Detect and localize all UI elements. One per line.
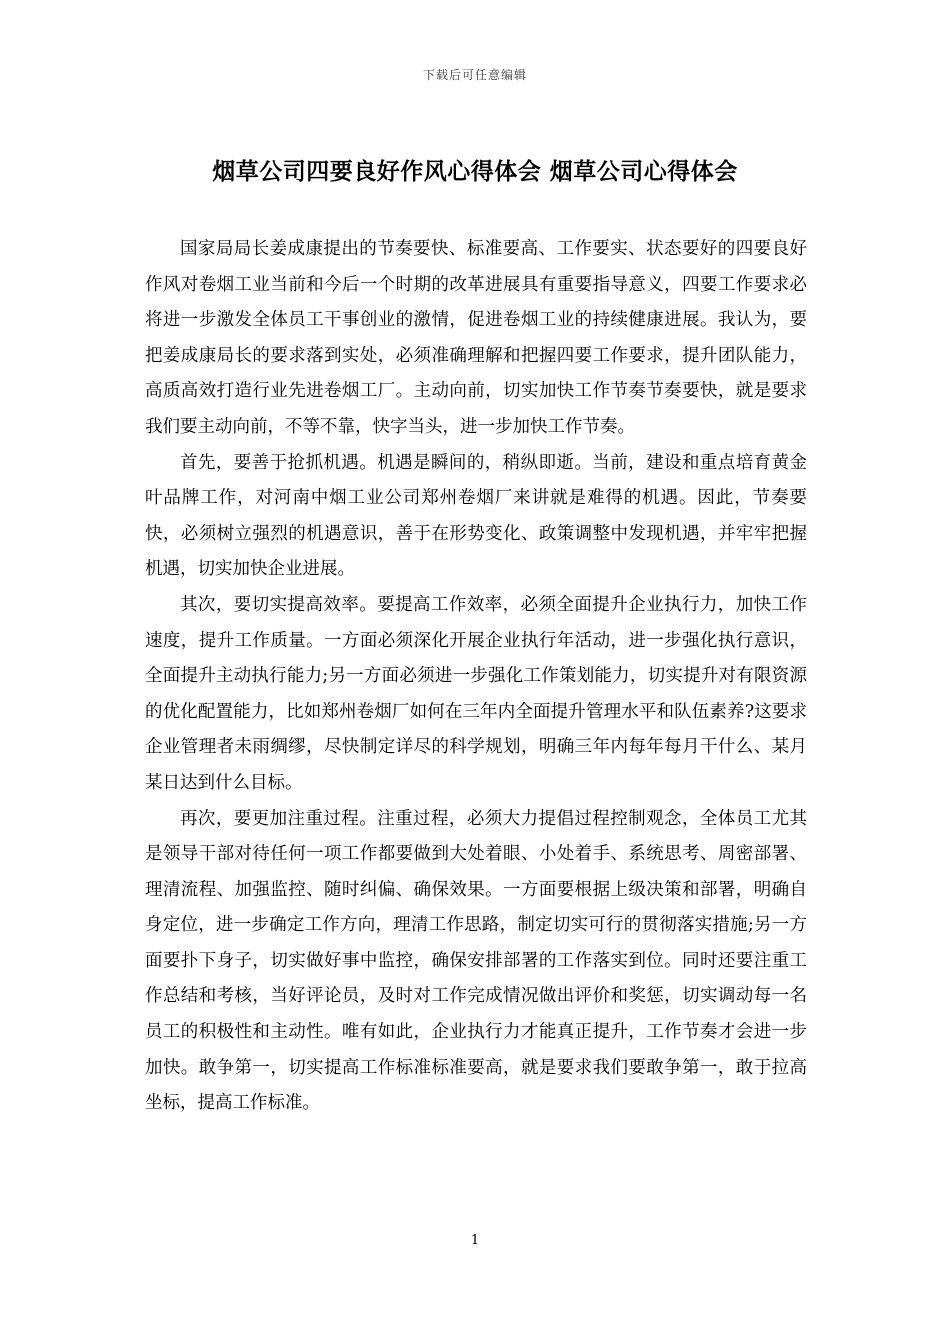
paragraph-second: 其次，要切实提高效率。要提高工作效率，必须全面提升企业执行力，加快工作速度，提升工作质量。一方面必须深化开展企业执行年活动，进一步强化执行意识，全面提升主动执行能力;另一方面必须进一步强化工作策划能力，切实提升对有限资源的优化配置能力，比如郑州卷烟厂如何在三年内全面提升管理水平和队伍素养?这要求企业管理者未雨绸缪，尽快制定详尽的科学规划，明确三年内每年每月干什么、某月某日达到什么目标。 <box>145 594 807 793</box>
header-note: 下载后可任意编辑 <box>422 68 527 82</box>
document-title: 烟草公司四要良好作风心得体会 烟草公司心得体会 <box>212 158 738 185</box>
paragraph-first: 首先，要善于抢抓机遇。机遇是瞬间的，稍纵即逝。当前，建设和重点培育黄金叶品牌工作，对河南中烟工业公司郑州卷烟厂来讲就是难得的机遇。因此，节奏要快，必须树立强烈的机遇意识，善于在形势变化、政策调整中发现机遇，并牢牢把握机遇，切实加快企业进展。 <box>145 452 807 580</box>
paragraph-third: 再次，要更加注重过程。注重过程，必须大力提倡过程控制观念，全体员工尤其是领导干部对待任何一项工作都要做到大处着眼、小处着手、系统思考、周密部署、理清流程、加强监控、随时纠偏、确保效果。一方面要根据上级决策和部署，明确自身定位，进一步确定工作方向，理清工作思路，制定切实可行的贯彻落实措施;另一方面要扑下身子，切实做好事中监控，确保安排部署的工作落实到位。同时还要注重工作总结和考核，当好评论员，及时对工作完成情况做出评价和奖惩，切实调动每一名员工的积极性和主动性。唯有如此，企业执行力才能真正提升，工作节奏才会进一步加快。敢争第一，切实提高工作标准标准要高，就是要求我们要敢争第一，敢于拉高坐标，提高工作标准。 <box>145 808 807 1114</box>
document-body <box>145 232 807 1122</box>
page-number: 1 <box>470 1233 480 1248</box>
paragraph-intro: 国家局局长姜成康提出的节奏要快、标准要高、工作要实、状态要好的四要良好作风对卷烟工业当前和今后一个时期的改革进展具有重要指导意义，四要工作要求必将进一步激发全体员工干事创业的激情，促进卷烟工业的持续健康进展。我认为，要把姜成康局长的要求落到实处，必须准确理解和把握四要工作要求，提升团队能力，高质高效打造行业先进卷烟工厂。主动向前，切实加快工作节奏节奏要快，就是要求我们要主动向前，不等不靠，快字当头，进一步加快工作节奏。 <box>145 239 807 437</box>
